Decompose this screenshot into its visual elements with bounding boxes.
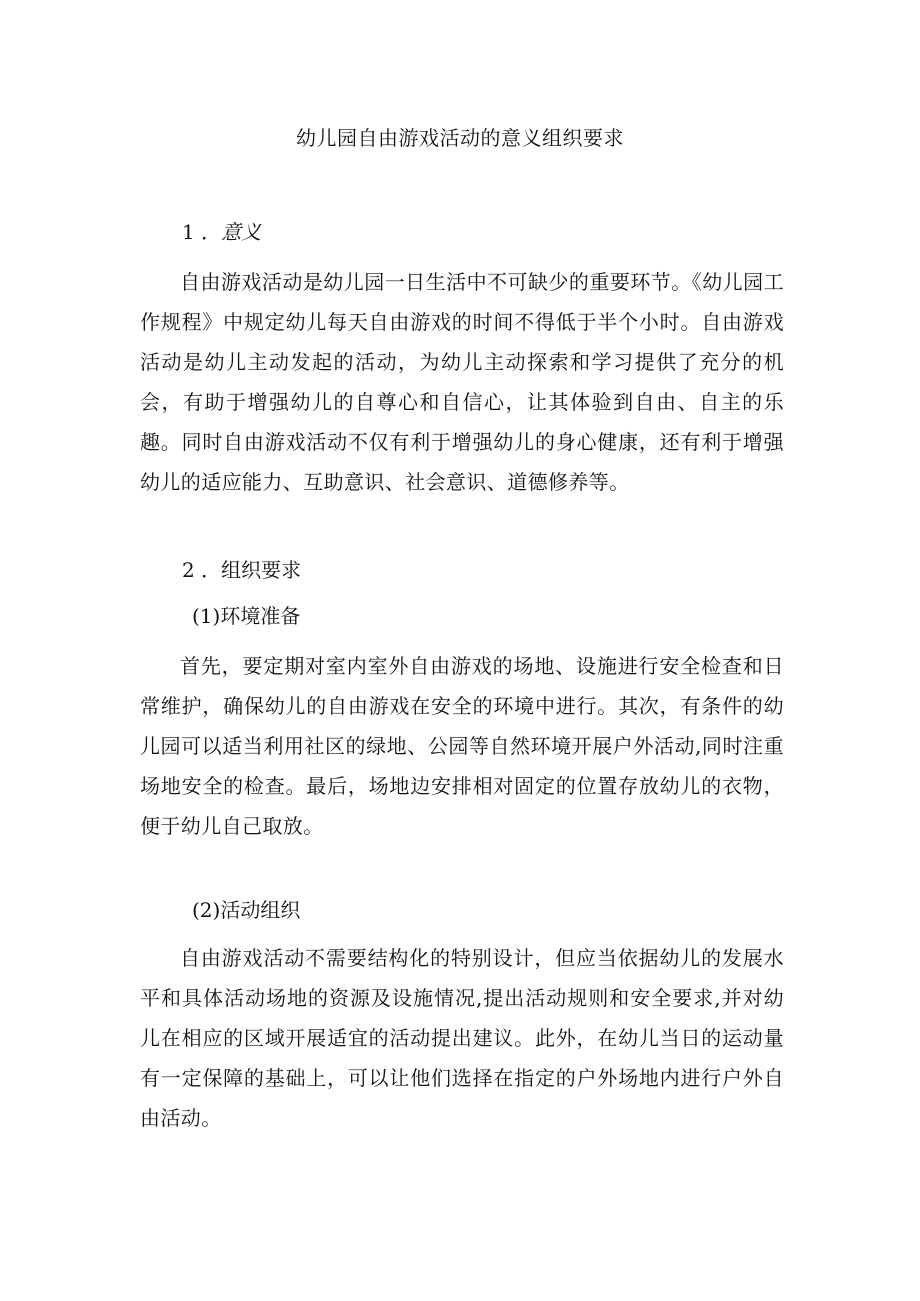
paragraph-activity: 自由游戏活动不需要结构化的特别设计，但应当依据幼儿的发展水平和具体活动场地的资源及设施情况,提出活动规则和安全要求,并对幼儿在相应的区域开展适宜的活动提出建议。此外，在幼儿当日的运动量有一定保障的基础上，可以让他们选择在指定的户外场地内进行户外自由活动。 <box>140 946 784 1130</box>
paragraph-meaning: 自由游戏活动是幼儿园一日生活中不可缺少的重要环节。《幼儿园工作规程》中规定幼儿每天自由游戏的时间不得低于半个小时。自由游戏活动是幼儿主动发起的活动，为幼儿主动探索和学习提供了充分的机会，有助于增强幼儿的自尊心和自信心，让其体验到自由、自主的乐趣。同时自由游戏活动不仅有利于增强幼儿的身心健康，还有利于增强幼儿的适应能力、互助意识、社会意识、道德修养等。 <box>140 270 784 494</box>
subsection-heading-environment: (1)环境准备 <box>192 604 301 628</box>
document-title: 幼儿园自由游戏活动的意义组织要求 <box>296 126 624 150</box>
section-heading-text: 意义 <box>221 220 262 244</box>
section-number: 1 <box>182 220 195 244</box>
section-heading-meaning <box>182 218 261 246</box>
section-heading-organization: 2 ．组织要求 <box>182 558 302 582</box>
paragraph-environment: 首先，要定期对室内室外自由游戏的场地、设施进行安全检查和日常维护，确保幼儿的自由游戏在安全的环境中进行。其次，有条件的幼儿园可以适当利用社区的绿地、公园等自然环境开展户外活动,同时注重场地安全的检查。最后，场地边安排相对固定的位置存放幼儿的衣物，便于幼儿自己取放。 <box>140 654 784 838</box>
section-separator: ． <box>201 220 222 244</box>
subsection-heading-activity: (2)活动组织 <box>192 898 301 922</box>
